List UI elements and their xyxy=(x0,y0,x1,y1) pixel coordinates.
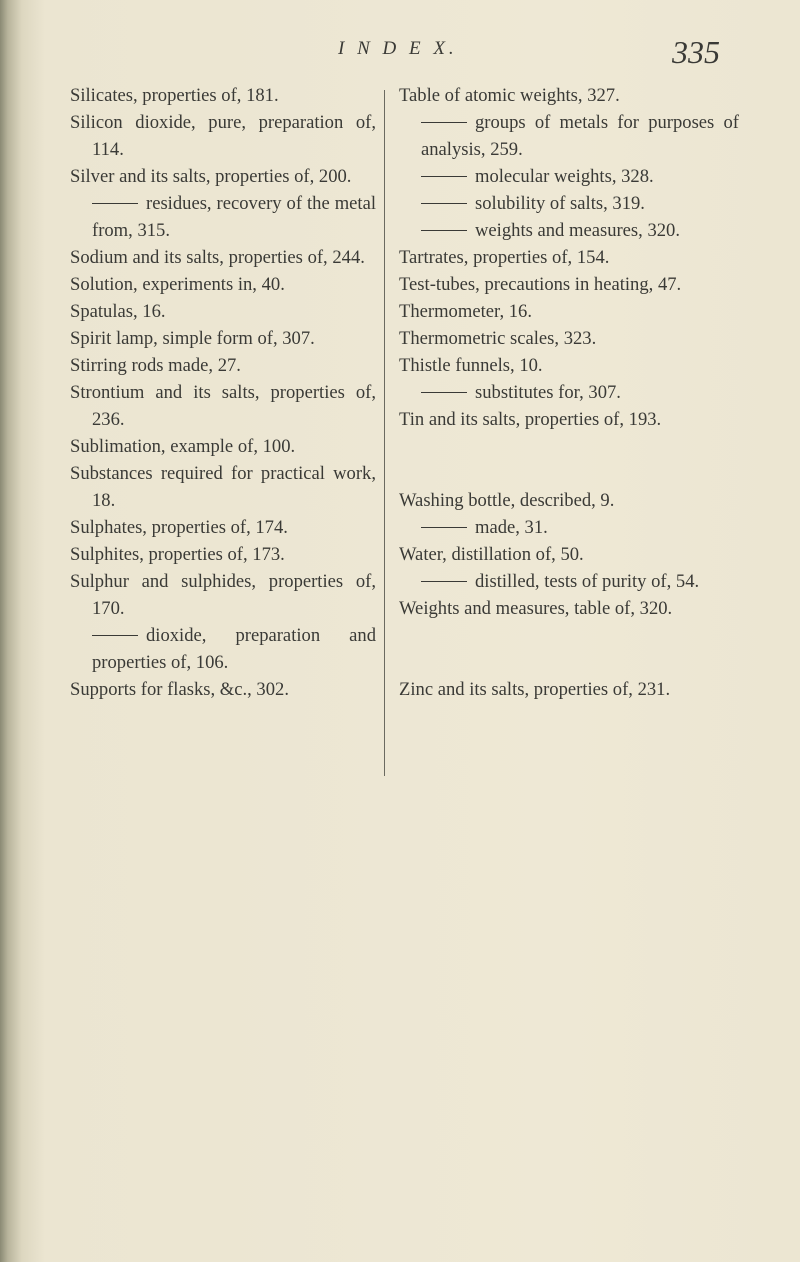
index-entry-text: Sulphur and sulphides, properties of, 170. xyxy=(70,571,376,619)
ditto-dash xyxy=(421,581,467,582)
index-entry xyxy=(399,352,739,379)
index-entry xyxy=(399,487,739,514)
index-entry-text: groups of metals for purposes of analysis, 259. xyxy=(421,112,739,160)
index-subentry xyxy=(399,109,739,163)
index-entry-text: Thermometer, 16. xyxy=(399,301,532,322)
index-entry xyxy=(70,568,376,622)
ditto-dash xyxy=(421,230,467,231)
index-entry-text: Washing bottle, described, 9. xyxy=(399,490,615,511)
index-subentry xyxy=(399,514,739,541)
index-entry xyxy=(399,595,739,622)
index-entry-text: Stirring rods made, 27. xyxy=(70,355,241,376)
index-entry xyxy=(70,109,376,163)
index-entry-text: substitutes for, 307. xyxy=(475,382,621,403)
index-entry-text: weights and measures, 320. xyxy=(475,220,681,241)
index-entry xyxy=(399,541,739,568)
index-entry xyxy=(70,676,376,703)
group-spacer xyxy=(399,622,739,676)
index-entry xyxy=(70,244,376,271)
page-number: 335 xyxy=(672,34,720,70)
ditto-dash xyxy=(421,392,467,393)
index-subentry xyxy=(399,217,739,244)
index-subentry xyxy=(70,622,376,676)
index-entry xyxy=(399,244,739,271)
index-entry-text: Silver and its salts, properties of, 200. xyxy=(70,166,352,187)
index-entry-text: Silicon dioxide, pure, preparation of, 114. xyxy=(70,112,376,160)
index-entry xyxy=(70,433,376,460)
index-entry-text: Sublimation, example of, 100. xyxy=(70,436,296,457)
index-column-right xyxy=(399,82,739,703)
index-entry xyxy=(399,676,739,703)
index-entry xyxy=(70,163,376,190)
index-entry-text: Spatulas, 16. xyxy=(70,301,166,322)
ditto-dash xyxy=(421,122,467,123)
index-group-z xyxy=(399,676,739,703)
index-subentry xyxy=(399,163,739,190)
index-entry xyxy=(70,379,376,433)
index-entry-text: Spirit lamp, simple form of, 307. xyxy=(70,328,315,349)
ditto-dash xyxy=(92,635,138,636)
index-entry xyxy=(70,271,376,298)
index-entry xyxy=(399,271,739,298)
index-entry-text: Thistle funnels, 10. xyxy=(399,355,543,376)
index-column-left xyxy=(70,82,376,703)
index-entry xyxy=(399,82,739,109)
index-entry-text: Strontium and its salts, properties of, 236. xyxy=(70,382,376,430)
index-entry-text: Tin and its salts, properties of, 193. xyxy=(399,409,662,430)
index-entry-text: Supports for flasks, &c., 302. xyxy=(70,679,289,700)
ditto-dash xyxy=(421,203,467,204)
index-entry-text: solubility of salts, 319. xyxy=(475,193,645,214)
ditto-dash xyxy=(92,203,138,204)
index-entry xyxy=(70,514,376,541)
index-entry xyxy=(70,352,376,379)
index-entry-text: distilled, tests of purity of, 54. xyxy=(475,571,700,592)
index-entry xyxy=(70,325,376,352)
index-entry xyxy=(399,325,739,352)
index-entry-text: Sulphites, properties of, 173. xyxy=(70,544,285,565)
index-subentry xyxy=(399,190,739,217)
index-entry-text: residues, recovery of the metal from, 315. xyxy=(92,193,376,241)
index-entry-text: Solution, experiments in, 40. xyxy=(70,274,285,295)
index-subentry xyxy=(399,568,739,595)
index-entry-text: Silicates, properties of, 181. xyxy=(70,85,279,106)
index-entry xyxy=(70,298,376,325)
index-group-t xyxy=(399,82,739,433)
index-entry-text: Thermometric scales, 323. xyxy=(399,328,597,349)
running-title: I N D E X. xyxy=(338,38,458,59)
index-group-w xyxy=(399,487,739,622)
index-entry-text: dioxide, preparation and properties of, 106. xyxy=(92,625,376,673)
index-entry xyxy=(70,541,376,568)
index-entry-text: Test-tubes, precautions in heating, 47. xyxy=(399,274,682,295)
index-entry-text: Substances required for practical work, 18. xyxy=(70,463,376,511)
index-entry-text: Table of atomic weights, 327. xyxy=(399,85,620,106)
index-entry xyxy=(70,82,376,109)
index-entry xyxy=(399,298,739,325)
page-header xyxy=(0,34,800,74)
index-entry-text: Tartrates, properties of, 154. xyxy=(399,247,610,268)
index-entry xyxy=(70,460,376,514)
index-entry-text: molecular weights, 328. xyxy=(475,166,654,187)
index-subentry xyxy=(70,190,376,244)
ditto-dash xyxy=(421,527,467,528)
index-entry-text: Weights and measures, table of, 320. xyxy=(399,598,673,619)
index-entry xyxy=(399,406,739,433)
index-entry-text: Sulphates, properties of, 174. xyxy=(70,517,288,538)
ditto-dash xyxy=(421,176,467,177)
index-entry-text: made, 31. xyxy=(475,517,548,538)
column-divider xyxy=(384,90,385,776)
index-entry-text: Sodium and its salts, properties of, 244. xyxy=(70,247,365,268)
index-entry-text: Water, distillation of, 50. xyxy=(399,544,584,565)
index-entry-text: Zinc and its salts, properties of, 231. xyxy=(399,679,671,700)
index-subentry xyxy=(399,379,739,406)
group-spacer xyxy=(399,433,739,487)
